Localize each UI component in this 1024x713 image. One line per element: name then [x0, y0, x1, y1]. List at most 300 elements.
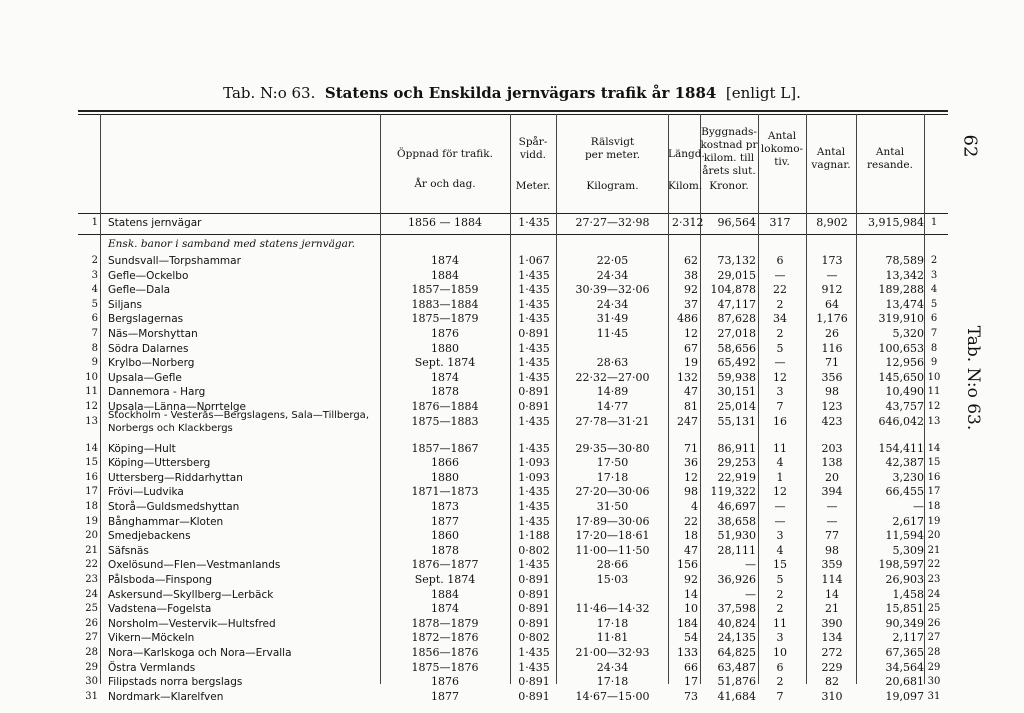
table-row — [0, 471, 1024, 485]
rail-weight: 22·05 — [596, 254, 629, 267]
row-number: 25 — [85, 603, 98, 615]
gauge-value: 1·093 — [518, 456, 550, 470]
row-number: 21 — [85, 544, 98, 556]
line-name: Norsholm—Vestervik—Hultsfred — [108, 617, 276, 630]
opened-date: 1883—1884 — [411, 297, 479, 311]
row-number-right: 14 — [927, 442, 941, 454]
opened-date: 1872—1876 — [411, 631, 479, 645]
wagon-count: 394 — [821, 485, 843, 499]
row-number-right: 26 — [927, 617, 941, 629]
line-name: Köping—Uttersberg — [108, 457, 211, 470]
wagon-count: 98 — [825, 385, 839, 399]
length-km: 12 — [684, 327, 698, 340]
length-km: 38 — [684, 268, 698, 282]
gauge-value: 1·435 — [518, 646, 550, 659]
row-number: 13 — [85, 415, 98, 427]
row-number-right: 23 — [927, 574, 941, 585]
row-number-right: 6 — [930, 313, 938, 325]
rail-weight: 17·18 — [596, 675, 629, 689]
length-km: 73 — [684, 689, 698, 703]
construction-cost: 22,919 — [717, 470, 756, 484]
table-row — [0, 602, 1024, 616]
traveller-count: 12,956 — [885, 356, 924, 370]
gauge-value: 1·435 — [518, 216, 550, 229]
construction-cost: 37,598 — [717, 602, 756, 616]
locomotive-count: 6 — [776, 254, 784, 267]
table-row — [0, 216, 1024, 230]
traveller-count: 5,309 — [892, 543, 924, 557]
length-km: 17 — [684, 675, 698, 689]
rail-weight: 11·45 — [596, 327, 629, 340]
opened-date: 1878 — [431, 385, 459, 399]
row-number-right: 30 — [927, 676, 941, 688]
rail-weight: 17·18 — [596, 470, 629, 484]
construction-cost: 47,117 — [717, 297, 756, 311]
rail-weight: 11·46—14·32 — [575, 602, 650, 616]
line-name: Nora—Karlskoga och Nora—Ervalla — [108, 647, 292, 659]
length-km: 54 — [684, 631, 698, 645]
table-row — [0, 690, 1024, 704]
opened-date: 1880 — [431, 341, 459, 355]
traveller-count: 11,594 — [885, 529, 924, 543]
row-number-right: 5 — [930, 298, 938, 310]
gauge-value: 1·188 — [518, 529, 550, 543]
table-row — [0, 485, 1024, 499]
wagon-count: — — [826, 268, 838, 282]
length-km: 184 — [677, 616, 698, 630]
locomotive-count: 16 — [773, 414, 787, 428]
wagon-count: 98 — [825, 543, 839, 557]
table-row — [0, 298, 1024, 312]
traveller-count: 319,910 — [878, 312, 924, 326]
line-name: Södra Dalarnes — [108, 342, 189, 355]
length-km: 67 — [684, 341, 698, 355]
line-name: Näs—Morshyttan — [108, 328, 198, 340]
wagon-count: 138 — [821, 456, 843, 470]
length-km: 22 — [684, 514, 698, 528]
line-name: Oxelösund—Flen—Vestmanlands — [108, 559, 281, 572]
header-rule — [78, 213, 948, 214]
table-row — [0, 371, 1024, 385]
rail-weight: 29·35—30·80 — [575, 441, 650, 455]
header-opened: Öppnad för trafik. — [397, 148, 493, 160]
wagon-count: 359 — [821, 558, 843, 572]
wagon-count: 912 — [821, 283, 843, 297]
line-name: Gefle—Ockelbo — [108, 269, 189, 282]
traveller-count: 90,349 — [885, 616, 924, 630]
gauge-value: 1·435 — [518, 414, 550, 428]
wagon-count: 310 — [821, 689, 843, 703]
construction-cost: 65,492 — [717, 356, 756, 370]
row-number-right: 18 — [927, 501, 941, 512]
traveller-count: 26,903 — [885, 573, 924, 586]
gauge-value: 1·435 — [518, 341, 550, 355]
traveller-count: 3,230 — [892, 470, 924, 484]
row-number-right: 16 — [927, 471, 941, 483]
gauge-value: 1·435 — [518, 485, 550, 499]
table-row — [0, 573, 1024, 587]
traveller-count: 646,042 — [878, 414, 924, 428]
locomotive-count: 1 — [776, 470, 784, 484]
opened-date: 1856—1876 — [411, 646, 479, 659]
row-number: 3 — [91, 269, 98, 281]
wagon-count: 20 — [825, 470, 839, 484]
locomotive-count: 3 — [776, 631, 784, 645]
table-row — [0, 529, 1024, 543]
line-name: Upsala—Länna—Norrtelge — [108, 401, 246, 413]
header-cost: Byggnads- kostnad pr kilom. till årets slut. — [700, 126, 758, 177]
table-row — [0, 661, 1024, 675]
traveller-count: 67,365 — [885, 646, 924, 659]
traveller-count: 154,411 — [878, 441, 924, 455]
header-locos: Antal lokomo- tiv. — [760, 130, 804, 168]
locomotive-count: 6 — [776, 660, 784, 674]
opened-date: 1874 — [431, 602, 459, 616]
construction-cost: 51,930 — [717, 529, 756, 543]
header-rail: Rälsvigt per meter. — [584, 136, 641, 161]
locomotive-count: 2 — [776, 602, 784, 616]
opened-date: 1875—1879 — [411, 312, 479, 326]
length-km: 62 — [684, 254, 698, 267]
length-km: 47 — [684, 385, 698, 399]
gauge-value: 0·802 — [518, 631, 550, 645]
length-km: 19 — [684, 356, 698, 370]
opened-date: 1876—1884 — [411, 400, 479, 413]
wagon-count: 123 — [821, 400, 843, 413]
row-number: 29 — [85, 661, 98, 673]
table-row — [0, 312, 1024, 326]
header-length: Längd. — [668, 148, 705, 160]
row-number-right: 15 — [927, 457, 941, 469]
traveller-count: 20,681 — [885, 675, 924, 689]
locomotive-count: 317 — [769, 216, 791, 229]
section-rule — [78, 234, 948, 235]
gauge-value: 1·435 — [518, 441, 550, 455]
construction-cost: 38,658 — [717, 514, 756, 528]
rail-weight: 14·67—15·00 — [575, 689, 650, 703]
table-row — [0, 385, 1024, 399]
length-km: 2·312 — [672, 216, 704, 229]
opened-date: 1880 — [431, 470, 459, 484]
length-km: 71 — [684, 441, 698, 455]
line-name: Köping—Hult — [108, 442, 176, 455]
row-number: 24 — [85, 588, 98, 600]
row-number-right: 3 — [930, 269, 938, 281]
row-number: 18 — [85, 501, 98, 512]
table-row — [0, 515, 1024, 529]
row-number: 23 — [85, 574, 98, 585]
table-row — [0, 588, 1024, 602]
opened-date: 1874 — [431, 254, 459, 267]
top-rule-thin — [78, 114, 948, 115]
row-number: 7 — [91, 328, 98, 339]
gauge-value: 1·435 — [518, 283, 550, 297]
traveller-count: 5,320 — [892, 327, 924, 340]
table-row — [0, 675, 1024, 689]
length-km: 66 — [684, 660, 698, 674]
row-number: 11 — [85, 386, 98, 398]
rail-weight: 27·27—32·98 — [575, 216, 650, 229]
wagon-count: 14 — [825, 587, 839, 601]
row-number: 5 — [91, 298, 98, 310]
wagon-count: 423 — [821, 414, 843, 428]
locomotive-count: 2 — [776, 327, 784, 340]
row-number-right: 25 — [927, 603, 941, 615]
locomotive-count: 3 — [776, 385, 784, 399]
construction-cost: 24,135 — [717, 631, 756, 645]
row-number-right: 17 — [927, 486, 941, 498]
row-number-right: 12 — [927, 401, 941, 412]
length-km: 98 — [684, 485, 698, 499]
table-row — [0, 409, 1024, 434]
construction-cost: 29,015 — [717, 268, 756, 282]
wagon-count: 26 — [825, 327, 839, 340]
row-number: 19 — [85, 515, 98, 527]
gauge-value: 0·891 — [518, 573, 550, 586]
traveller-count: 3,915,984 — [868, 216, 924, 229]
construction-cost: 30,151 — [717, 385, 756, 399]
opened-date: 1884 — [431, 268, 459, 282]
opened-date: 1877 — [431, 689, 459, 703]
wagon-count: 8,902 — [816, 216, 848, 229]
row-number-right: 31 — [927, 690, 941, 702]
locomotive-count: 12 — [773, 370, 787, 384]
row-number-right: 2 — [930, 255, 938, 266]
table-row — [0, 269, 1024, 283]
locomotive-count: 7 — [776, 689, 784, 703]
gauge-value: 1·435 — [518, 297, 550, 311]
opened-date: 1871—1873 — [411, 485, 479, 499]
line-name: Östra Vermlands — [108, 661, 196, 674]
rail-weight: 21·00—32·93 — [575, 646, 650, 659]
wagon-count: 77 — [825, 529, 839, 543]
locomotive-count: 5 — [776, 573, 784, 586]
wagon-count: 82 — [825, 675, 839, 689]
header-opened-sub: År och dag. — [414, 178, 476, 190]
construction-cost: 64,825 — [717, 646, 756, 659]
gauge-value: 1·435 — [518, 558, 550, 572]
length-km: 36 — [684, 456, 698, 470]
opened-date: 1876 — [431, 327, 459, 340]
row-number-right: 21 — [927, 544, 941, 556]
locomotive-count: 11 — [773, 441, 787, 455]
locomotive-count: — — [774, 268, 786, 282]
construction-cost: 86,911 — [717, 441, 756, 455]
opened-date: Sept. 1874 — [414, 573, 476, 586]
wagon-count: 272 — [821, 646, 843, 659]
title-source: [enligt L]. — [725, 84, 801, 102]
rail-weight: 24·34 — [596, 297, 629, 311]
row-number: 30 — [85, 676, 98, 688]
wagon-count: 390 — [821, 616, 843, 630]
line-name: Siljans — [108, 298, 142, 311]
row-number-right: 9 — [930, 357, 938, 369]
line-name: Krylbo—Norberg — [108, 357, 195, 370]
row-number: 16 — [85, 471, 98, 483]
construction-cost: 46,697 — [717, 500, 756, 513]
line-name: Storå—Guldsmedshyttan — [108, 501, 240, 513]
row-number-right: 4 — [930, 284, 938, 296]
length-km: 12 — [684, 470, 698, 484]
row-number: 27 — [85, 632, 98, 644]
construction-cost: 104,878 — [710, 283, 756, 297]
opened-date: 1873 — [431, 500, 459, 513]
header-gauge: Spår- vidd. — [518, 136, 548, 161]
opened-date: 1878 — [431, 543, 459, 557]
table-row — [0, 646, 1024, 660]
table-row — [0, 342, 1024, 356]
line-name: Nordmark—Klarelfven — [108, 690, 224, 703]
wagon-count: 21 — [825, 602, 839, 616]
locomotive-count: 12 — [773, 485, 787, 499]
locomotive-count: 34 — [773, 312, 787, 326]
traveller-count: 10,490 — [885, 385, 924, 399]
construction-cost: 51,876 — [717, 675, 756, 689]
row-number-right: 20 — [927, 530, 941, 542]
length-km: 486 — [677, 312, 698, 326]
construction-cost: 73,132 — [717, 254, 756, 267]
rail-weight: 24·34 — [596, 660, 629, 674]
gauge-value: 0·891 — [518, 616, 550, 630]
gauge-value: 0·891 — [518, 400, 550, 413]
construction-cost: 40,824 — [717, 616, 756, 630]
top-rule — [78, 110, 948, 112]
traveller-count: 42,387 — [885, 456, 924, 470]
gauge-value: 1·435 — [518, 660, 550, 674]
side-title: Tab. N:o 63. — [963, 325, 983, 431]
construction-cost: 55,131 — [717, 414, 756, 428]
length-km: 156 — [677, 558, 698, 572]
table-row — [0, 558, 1024, 572]
rail-weight: 17·50 — [596, 456, 629, 470]
construction-cost: 28,111 — [717, 543, 756, 557]
table-number: Tab. N:o 63. — [223, 84, 316, 102]
rail-weight: 15·03 — [596, 573, 629, 586]
rail-weight: 14·89 — [596, 385, 629, 399]
row-number: 26 — [85, 617, 98, 629]
page-title — [0, 84, 1024, 102]
traveller-count: 43,757 — [885, 400, 924, 413]
construction-cost: 87,628 — [717, 312, 756, 326]
locomotive-count: 3 — [776, 529, 784, 543]
row-number-right: 7 — [930, 328, 938, 339]
row-number: 4 — [91, 284, 98, 296]
row-number-right: 28 — [927, 647, 941, 658]
wagon-count: 114 — [821, 573, 843, 586]
row-number: 31 — [85, 690, 98, 702]
line-name: Uttersberg—Riddarhyttan — [108, 471, 243, 484]
length-km: 47 — [684, 543, 698, 557]
line-name: Gefle—Dala — [108, 284, 171, 297]
construction-cost: 63,487 — [717, 660, 756, 674]
wagon-count: 356 — [821, 370, 843, 384]
row-number-right: 8 — [930, 342, 938, 354]
gauge-value: 0·891 — [518, 587, 550, 601]
traveller-count: 34,564 — [885, 660, 924, 674]
row-number: 2 — [91, 255, 98, 266]
line-name: Stockholm - Vesterås—Bergslagens, Sala—Tillberga, Norbergs och Klackbergs — [108, 409, 369, 434]
row-number: 12 — [85, 401, 98, 412]
opened-date: 1875—1876 — [411, 660, 479, 674]
wagon-count: 116 — [821, 341, 843, 355]
line-name: Sundsvall—Torpshammar — [108, 255, 241, 267]
page-number: 62 — [959, 134, 981, 158]
row-number-right: 27 — [927, 632, 941, 644]
construction-cost: — — [745, 587, 756, 601]
row-number: 22 — [85, 559, 98, 571]
construction-cost: 29,253 — [717, 456, 756, 470]
traveller-count: 66,455 — [885, 485, 924, 499]
gauge-value: 1·435 — [518, 356, 550, 370]
table-row — [0, 544, 1024, 558]
locomotive-count: — — [774, 500, 786, 513]
opened-date: 1860 — [431, 529, 459, 543]
row-number-right: 1 — [930, 217, 938, 228]
line-name: Filipstads norra bergslags — [108, 676, 243, 689]
gauge-value: 0·802 — [518, 543, 550, 557]
header-cost-unit: Kronor. — [709, 180, 749, 192]
rail-weight: 11·00—11·50 — [575, 543, 650, 557]
wagon-count: 64 — [825, 297, 839, 311]
opened-date: 1857—1859 — [411, 283, 479, 297]
row-number: 28 — [85, 647, 98, 658]
locomotive-count: 2 — [776, 587, 784, 601]
length-km: 247 — [677, 414, 698, 428]
wagon-count: 71 — [825, 356, 839, 370]
locomotive-count: 4 — [776, 543, 784, 557]
header-gauge-unit: Meter. — [515, 180, 551, 192]
rail-weight: 14·77 — [596, 400, 629, 413]
row-number: 6 — [91, 313, 98, 325]
opened-date: 1866 — [431, 456, 459, 470]
table-row — [0, 631, 1024, 645]
rail-weight: 30·39—32·06 — [575, 283, 650, 297]
traveller-count: 78,589 — [885, 254, 924, 267]
header-wagons: Antal vagnar. — [811, 146, 851, 171]
locomotive-count: — — [774, 514, 786, 528]
wagon-count: 173 — [821, 254, 843, 267]
locomotive-count: 2 — [776, 297, 784, 311]
opened-date: 1856 — 1884 — [408, 216, 482, 229]
rail-weight: 31·50 — [596, 500, 629, 513]
wagon-count: 1,176 — [816, 312, 848, 326]
locomotive-count: 11 — [773, 616, 787, 630]
rail-weight: 27·20—30·06 — [575, 485, 650, 499]
construction-cost: 36,926 — [717, 573, 756, 586]
construction-cost: 96,564 — [717, 216, 756, 229]
line-name: Bergslagernas — [108, 313, 184, 326]
row-number: 10 — [85, 371, 98, 383]
row-number-right: 29 — [927, 661, 941, 673]
wagon-count: 134 — [821, 631, 843, 645]
opened-date: 1878—1879 — [411, 616, 479, 630]
section-private-lines: Ensk. banor i samband med statens jernvägar. — [108, 238, 356, 250]
header-travellers: Antal resande. — [867, 146, 913, 171]
length-km: 81 — [684, 400, 698, 413]
gauge-value: 0·891 — [518, 675, 550, 689]
row-number: 9 — [91, 357, 98, 369]
wagon-count: 229 — [821, 660, 843, 674]
row-number: 20 — [85, 530, 98, 542]
row-number-right: 24 — [927, 588, 941, 600]
line-name: Smedjebackens — [108, 530, 191, 543]
length-km: 14 — [684, 587, 698, 601]
traveller-count: 198,597 — [878, 558, 924, 572]
line-name: Statens jernvägar — [108, 217, 202, 229]
opened-date: 1874 — [431, 370, 459, 384]
table-row — [0, 254, 1024, 268]
construction-cost: 58,656 — [717, 341, 756, 355]
